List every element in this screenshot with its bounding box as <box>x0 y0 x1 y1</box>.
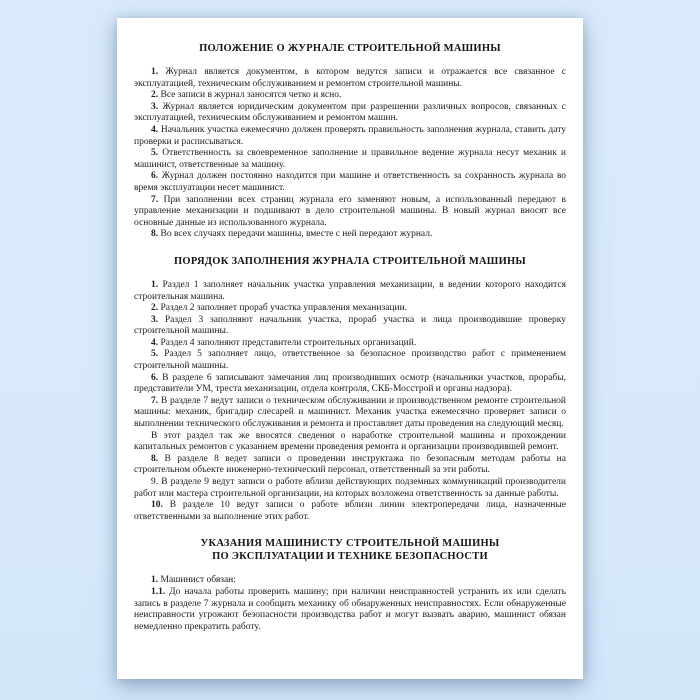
paragraph-number: 1. <box>151 279 159 290</box>
paragraph-number: 5. <box>151 148 159 159</box>
paragraph: 2. Все записи в журнал заносятся четко и ясно. <box>151 90 342 101</box>
paragraph: 7. При заполнении всех страниц журнала его заменяют новым, а использованный передают в управление механизации и подшивают в дело строительной машины. В новый журнал вносят все основные данные из использованного журнала. <box>134 194 566 228</box>
paragraph-number: 1.1. <box>151 586 166 597</box>
section-title <box>134 42 566 55</box>
paragraph-number: 1. <box>151 575 159 586</box>
paragraph-number: 2. <box>151 90 159 101</box>
section-title-line: ПОЛОЖЕНИЕ О ЖУРНАЛЕ СТРОИТЕЛЬНОЙ МАШИНЫ <box>199 43 501 54</box>
paragraph: 1. Машинист обязан: <box>151 575 236 586</box>
paragraph-number: 5. <box>151 349 159 360</box>
paragraph-number: 7. <box>151 194 159 205</box>
document-page <box>117 18 583 679</box>
paragraph-number: 3. <box>151 314 159 325</box>
paragraph: В этот раздел так же вносятся сведения о наработке строительной машины и прохождении капитальных ремонтов с указанием времени проведения ремонта и организации производившей ремонт. <box>134 430 566 453</box>
paragraph-number: 7. <box>151 395 159 406</box>
paragraph: 3. Раздел 3 заполняют начальник участка, прораб участка и лица производившие проверку строительной машины. <box>134 314 566 337</box>
paragraph-number: 6. <box>151 372 159 383</box>
paragraph-number: 9. <box>151 477 159 487</box>
paragraph: 4. Раздел 4 заполняют представители строительных организаций. <box>151 337 417 348</box>
paragraph-number: 1. <box>151 67 159 77</box>
paragraph: 8. В разделе 8 ведет записи о проведении инструктажа по безопасным методам работы на строительном объекте инженерно-технический персонал, ответственный за эти работы. <box>134 453 566 476</box>
paragraph-number: 3. <box>151 101 159 112</box>
paragraph: 3. Журнал является юридическим документом при разрешении различных вопросов, связанных с эксплуатацией, техническим обслуживанием и ремонтом машин. <box>134 101 566 124</box>
paragraph: 5. Раздел 5 заполняет лицо, ответственное за безопасное производство работ с применением строительной машины. <box>134 349 566 372</box>
paragraph: 1.1. До начала работы проверить машину; при наличии неисправностей устранить их или сделать запись в разделе 7 журнала и сообщить механику об обнаруженных неисправностях. Если обнаруженные неисправности угрожают безопасности производства работ и могут вызвать аварию, машинист обязан немедленно прекратить работу. <box>134 586 566 632</box>
section-title-line: УКАЗАНИЯ МАШИНИСТУ СТРОИТЕЛЬНОЙ МАШИНЫ <box>200 538 500 550</box>
paragraph-number: 10. <box>151 500 163 511</box>
paragraph: 6. В разделе 6 записывают замечания лиц производивших осмотр (начальники участков, прорабы, представители УМ, треста механизации, отдела контроля, СКБ-Мосстрой и органы надзора). <box>134 372 566 395</box>
paragraph-number: 8. <box>151 229 159 240</box>
paragraph: 9. В разделе 9 ведут записи о работе вблизи действующих подземных коммуникаций производители работ или мастера строительной организации, на которых возложена ответственность за данные работы. <box>134 477 566 499</box>
paragraph-number: 4. <box>151 337 159 348</box>
paragraph: 6. Журнал должен постоянно находится при машине и ответственность за сохранность журнала во время эксплуатации несет машинист. <box>134 171 566 193</box>
paragraph-number: 2. <box>151 303 159 314</box>
paragraph-number: 8. <box>151 453 159 464</box>
paragraph: 4. Начальник участка ежемесячно должен проверять правильность заполнения журнала, ставить дату проверки и расписываться. <box>134 124 566 147</box>
paragraph: 1. Раздел 1 заполняет начальник участка управления механизации, в ведении которого находится строительная машина. <box>134 279 566 302</box>
section-title <box>134 255 566 268</box>
paragraph: 8. Во всех случаях передачи машины, вместе с ней передают журнал. <box>151 229 433 240</box>
paragraph: 5. Ответственность за своевременное заполнение и правильное ведение журнала несут механик и машинист, ответственные за машину. <box>134 148 566 170</box>
paragraph: 7. В разделе 7 ведут записи о техническом обслуживании и производственном ремонте строительной машины: механик, бригадир слесарей и машинист. Механик участка ежемесячно проверяет записи о выполнении технического обслуживания и ремонта и проставляет даты проведения на следующий месяц. <box>134 395 566 430</box>
paragraph: 10. В разделе 10 ведут записи о работе вблизи линии электропередачи лица, назначенные ответственными за выполнение этих работ. <box>134 500 566 522</box>
paragraph-number: 6. <box>151 171 159 182</box>
document-content <box>134 42 566 633</box>
paragraph-number: 4. <box>151 124 159 135</box>
section-title-line: ПО ЭКСПЛУАТАЦИИ И ТЕХНИКЕ БЕЗОПАСНОСТИ <box>212 551 488 563</box>
section-title-line: ПОРЯДОК ЗАПОЛНЕНИЯ ЖУРНАЛА СТРОИТЕЛЬНОЙ МАШИНЫ <box>174 255 526 267</box>
paragraph: 1. Журнал является документом, в котором ведутся записи и отражается все связанное с эксплуатацией, техническим обслуживанием и ремонтом строительной машины. <box>134 67 566 89</box>
paragraph: 2. Раздел 2 заполняет прораб участка управления механизации. <box>151 303 408 314</box>
section-title <box>134 537 566 563</box>
